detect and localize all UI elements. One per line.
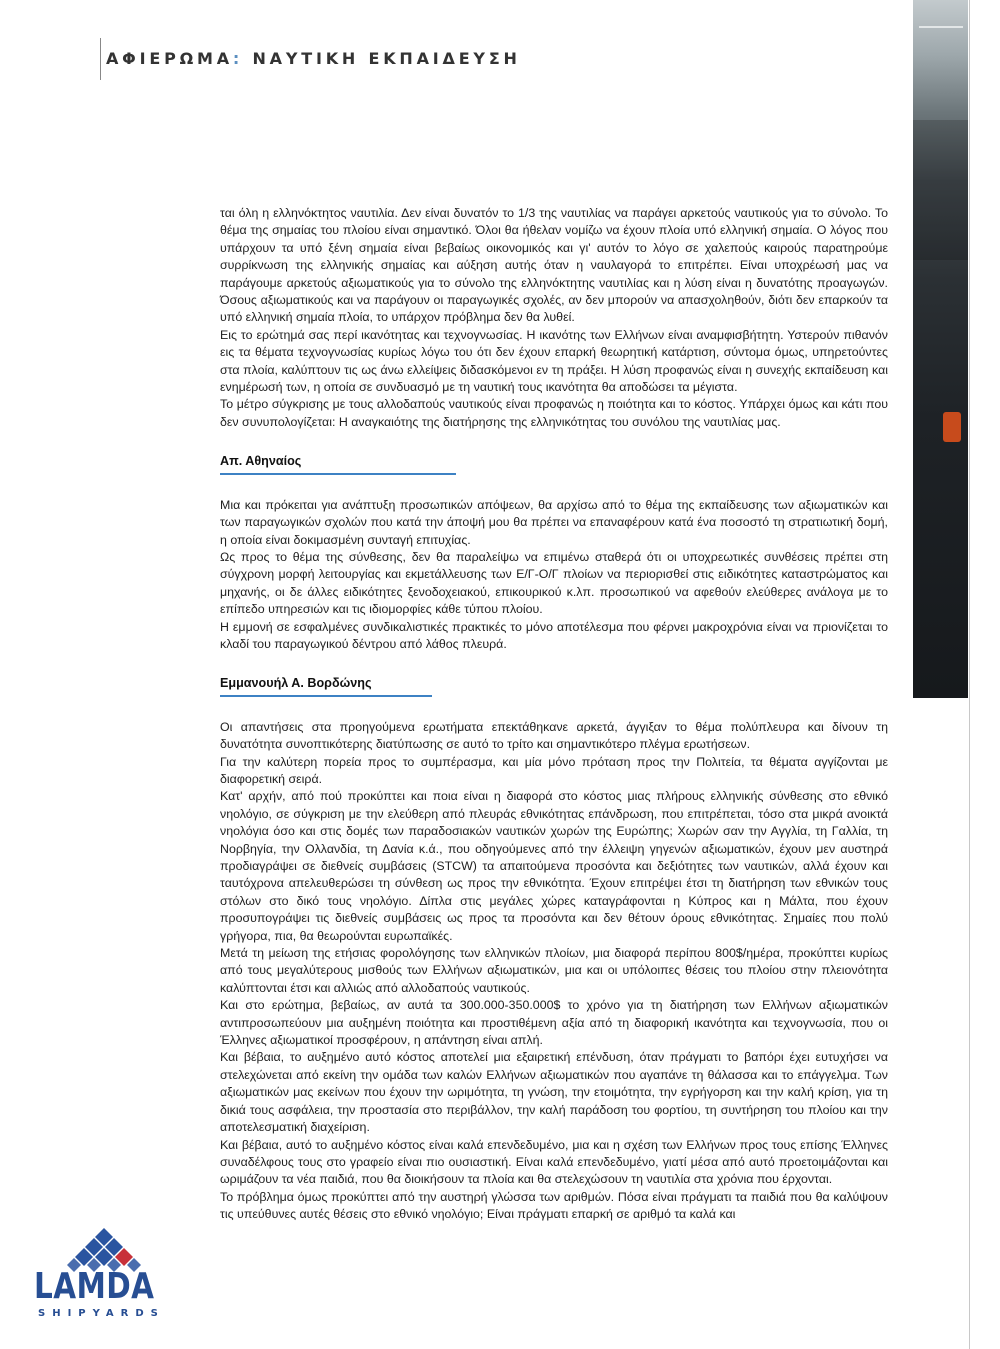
- header-divider: [100, 38, 101, 80]
- section2-paragraph: Και βέβαια, αυτό το αυξημένο κόστος είναι καλά επενδεδυμένο, μια και η σχέση των Ελλήνων προς τους επίσης Έλληνες συναδέλφους τους στο γραφείο είναι πιο ουσιαστική. Είναι καλά επενδεδυμένο, γιατί μέσα από αυτό προετοιμάζονται και ωριμάζουν τα νέα παιδιά, που θα διοικήσουν τα πλοία και θα στελεχώσουν τη ναυτιλία στα χρόνια που έρχονται.: [220, 1137, 888, 1187]
- section1-paragraph: Η εμμονή σε εσφαλμένες συνδικαλιστικές πρακτικές το μόνο αποτέλεσμα που φέρνει μακροχρόνια είναι να πριονίζεται το κλαδί του παραγωγικού δέντρου από λάθος πλευρά.: [220, 619, 888, 651]
- section2-paragraph: Και βέβαια, το αυξημένο αυτό κόστος αποτελεί μια εξαιρετική επένδυση, όταν πράγματι το βαπόρι έχει ευτυχήσει να στελεχώνεται από εκείνη την ομάδα των καλών Ελλήνων αξιωματικών που αγαπάνε τη θάλασσα και το επάγγελμα. Των αξιωματικών μας εκείνων που έχουν την ωριμότητα, τη γνώση, την ετοιμότητα, την εγρήγορση και την καλή κρίση, για τη δικιά τους ασφάλεια, την προστασία στο περιβάλλον, την καλή παράδοση του φορτίου, τη συντήρηση του πλοίου και την αποτελεσματική διαχείριση.: [220, 1050, 888, 1135]
- page-edge-line: [969, 0, 970, 1349]
- section2-paragraph: Μετά τη μείωση της ετήσιας φορολόγησης των ελληνικών πλοίων, μια διαφορά περίπου 800$/ημέρα, προκύπτει κυρίως από τους μεγαλύτερους μισθούς των Ελλήνων αξιωματικών, μια και οι υπόλοιπες θέσεις του πλοίου στην πλειονότητα καλύπτονται έτσι και αλλιώς από αλλοδαπούς ναυτικούς.: [220, 946, 888, 995]
- photo-shadow: [913, 120, 968, 260]
- section2-paragraph: Το πρόβλημα όμως προκύπτει από την αυστηρή γλώσσα των αριθμών. Πόσα είναι πράγματι τα παιδιά που θα καλύψουν τις υπεύθυνες αυτές θέσεις στο εθνικό νηολόγιο; Είναι πράγματι επαρκή σε αριθμό τα καλά και: [220, 1189, 888, 1222]
- article-body: [220, 205, 888, 1224]
- intro-paragraph: ται όλη η ελληνόκτητος ναυτιλία. Δεν είναι δυνατόν το 1/3 της ναυτιλίας να παράγει αρκετούς ναυτικούς για το σύνολο. Το θέμα της σημαίας του πλοίου είναι σημαντικό. Όλοι θα ήθελαν νομίζω να έχουν πλοία υπό ελληνική σημαία. Ο λόγος που υπάρχουν τα υπό ξένη σημαία είναι βεβαίως οικονομικός και γι' αυτόν το λόγο σε χαλεπούς καιρούς παρατηρούμε συρρίκνωση της ελληνικής σημαίας και αύξηση αυτής όταν η ναυλαγορά το επιτρέπει. Είναι υποχρέωσή μας να παράγουμε αρκετούς αξιωματικούς για το σύνολο της ελληνόκτητης ναυτιλίας και η λύση είναι η δυνατότης προαγωγών. Όσους αξιωματικούς και να παράγουν οι παραγωγικές σχολές, αν δεν μπορούν να απασχοληθούν, διότι δεν επαρκούν τα υπό ελληνική σημαία πλοία, το υπάρχον πρόβλημα δεν θα λυθεί.: [220, 206, 888, 325]
- section-header: [106, 49, 521, 68]
- author-heading-athinaios: Απ. Αθηναίος: [220, 453, 456, 474]
- ship-bridge-photo: [913, 0, 968, 698]
- logo-subtitle: SHIPYARDS: [38, 1308, 165, 1319]
- intro-paragraph: Εις το ερώτημά σας περί ικανότητας και τεχνογνωσίας. Η ικανότης των Ελλήνων είναι αναμφισβήτητη. Υστερούν πιθανόν εις τα θέματα τεχνογνωσίας κυρίως λόγω του ότι δεν έχουν επαρκή θεωρητική κατάρτιση, σύντομα όμως, υπηρετούντες στα πλοία, καλύπτουν τις ως άνω ελλείψεις διδασκόμενοι εν τη πράξει. Η λύση προφανώς είναι η συνεχής εκπαίδευση και ενημέρωσή των, η οποία σε συνδυασμό με τη ναυτική τους ικανότητα θα αποδώσει τα μέγιστα.: [220, 327, 888, 395]
- photo-window-highlight: [919, 26, 963, 28]
- author-heading-vordonis: Εμμανουήλ Α. Βορδώνης: [220, 675, 432, 696]
- section2-paragraph: Για την καλύτερη πορεία προς το συμπέρασμα, και μία μόνο πρόταση προς την Πολιτεία, τα θέματα αγγίζονται με διαφορετική σειρά.: [220, 754, 888, 786]
- header-section-label: ΑΦΙΕΡΩΜΑ: [106, 49, 233, 68]
- section1-paragraph: Ως προς το θέμα της σύνθεσης, δεν θα παραλείψω να επιμένω σταθερά ότι οι υποχρεωτικές συνθέσεις πρέπει στη σύγχρονη μορφή λειτουργίας και εκμετάλλευσης των Ε/Γ-Ο/Γ πλοίων να περιορισθεί στις ειδικότητες καταστρώματος και μηχανής, οι δε άλλες ειδικότητες ξενοδοχειακού, επικουρικού κ.λπ. προσωπικού να αφεθούν ελεύθερες ανάλογα με το επίπεδο υπηρεσιών και τις ιδιομορφίες κάθε τύπου πλοίου.: [220, 549, 888, 617]
- lamda-shipyards-logo: [30, 1226, 180, 1321]
- section2-paragraph: Και στο ερώτημα, βεβαίως, αν αυτά τα 300.000-350.000$ το χρόνο για τη διατήρηση των Ελλήνων αξιωματικών αντιπροσωπεύουν μια αυξημένη ποιότητα και προστιθέμενη αξία από τη διαφορική ικανότητα και τεχνογνωσία, που οι Έλληνες αξιωματικοί προσφέρουν, η απάντηση είναι απλή.: [220, 998, 888, 1048]
- section1-paragraph: Μια και πρόκειται για ανάπτυξη προσωπικών απόψεων, θα αρχίσω από το θέμα της εκπαίδευσης των αξιωματικών και των παραγωγικών σχολών που κατά την άποψή μου θα πρέπει να επαναφέρουν κατά ένα ποσοστό τη στρατιωτική δομή, η οποία είναι δοκιμασμένη συνταγή επιτυχίας.: [220, 497, 888, 547]
- section2-paragraph: Οι απαντήσεις στα προηγούμενα ερωτήματα επεκτάθηκανε αρκετά, άγγιξαν το θέμα πολύπλευρα και δίνουν τη δυνατότητα συνοπτικότερης διατύπωσης σε αυτό το τρίτο και σημαντικότερο πλέγμα ερωτήσεων.: [220, 719, 888, 752]
- photo-life-vest: [943, 412, 961, 442]
- header-separator: :: [232, 49, 244, 68]
- section2-paragraph: Κατ' αρχήν, από πού προκύπτει και ποια είναι η διαφορά στο κόστος μιας πλήρους ελληνικής σύνθεσης στο εθνικό νηολόγιο, σε σύγκριση με την ελεύθερη από πλευράς εθνικότητας επάνδρωση, που επιτρέπεται, τόσο στα μικρά ανοικτά νηολόγια όσο και στις δομές των παραδοσιακών ναυτικών χωρών της Ευρώπης; Χωρών σαν την Αγγλία, τη Γαλλία, τη Νορβηγία, την Ολλανδία, τη Δανία κ.ά., που οδηγούμενες από την έλλειψη γηγενών αξιωματικών, έχουν μεν αυστηρά προδιαγράψει σε διεθνείς συμβάσεις (STCW) τα απαιτούμενα προσόντα και δεξιότητες των ναυτικών, αλλά έχουν και ταυτόχρονα απελευθερώσει τη σύνθεση ως προς την εθνικότητα. Έχουν επιτρέψει έτσι τη διατήρηση των εθνικών τους στόλων στο δικό τους νηολόγιο. Δίπλα στις μεγάλες χώρες καταγράφονται η Κύπρος και η Μάλτα, που έχουν προσυπογράψει τις διεθνείς συμβάσεις ως προς τα προσόντα και δεν θέτουν όρους εθνικότητας. Σημαίες που πολύ γρήγορα, πια, θα θεωρούνται ευρωπαϊκές.: [220, 789, 888, 943]
- header-topic: ΝΑΥΤΙΚΗ ΕΚΠΑΙΔΕΥΣΗ: [252, 49, 521, 68]
- logo-wordmark: LAMDA: [34, 1266, 155, 1307]
- intro-paragraph: Το μέτρο σύγκρισης με τους αλλοδαπούς ναυτικούς είναι προφανώς η ποιότητα και το κόστος. Υπάρχει όμως και κάτι που δεν συνυπολογίζεται: Η αναγκαιότης της διατήρησης της ελληνικότητας του συνόλου της ναυτιλίας μας.: [220, 397, 888, 429]
